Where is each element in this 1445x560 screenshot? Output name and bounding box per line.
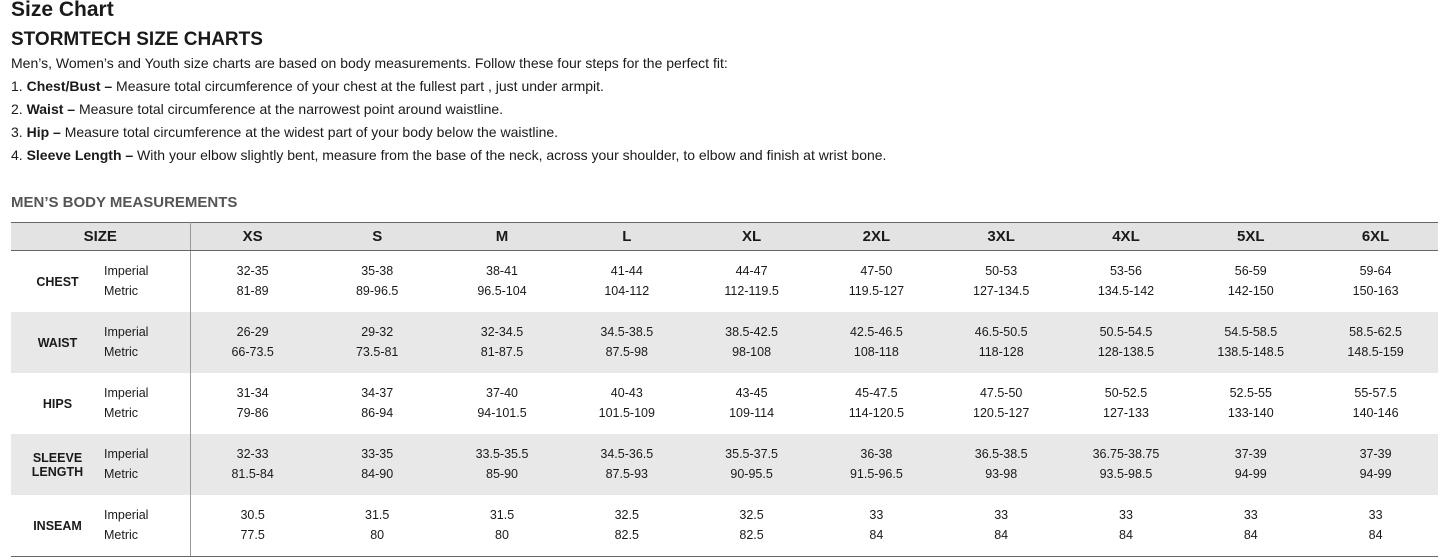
- imperial-unit-label: Imperial: [104, 447, 149, 461]
- imperial-value: 32-34.5: [480, 325, 524, 339]
- size-col-2xl: 2XL: [814, 223, 939, 251]
- measurement-cell: [1313, 312, 1438, 373]
- imperial-value: 42.5-46.5: [849, 325, 903, 339]
- measurement-row: [11, 373, 1438, 434]
- metric-value: 84: [1368, 527, 1383, 542]
- measurement-cell: [939, 434, 1064, 495]
- measurement-cell: [689, 251, 814, 313]
- measurement-cell: [190, 251, 315, 313]
- measurement-cell: [689, 495, 814, 557]
- measurement-cell: [814, 373, 939, 434]
- measurement-cell: [689, 373, 814, 434]
- imperial-value: 32.5: [739, 508, 764, 522]
- metric-value: 108-118: [853, 344, 899, 359]
- measurement-label: INSEAM: [11, 495, 104, 557]
- unit-labels: [104, 434, 190, 495]
- size-table: [11, 222, 1438, 557]
- imperial-value: 32-35: [236, 264, 269, 278]
- measurement-cell: [939, 251, 1064, 313]
- imperial-value: 26-29: [236, 325, 269, 339]
- unit-labels: [104, 251, 190, 313]
- step-term: Sleeve Length –: [26, 147, 134, 163]
- metric-value: 81-87.5: [480, 344, 524, 359]
- metric-value: 98-108: [732, 344, 772, 359]
- metric-value: 94-101.5: [477, 405, 527, 420]
- measurement-cell: [440, 495, 565, 557]
- metric-value: 66-73.5: [231, 344, 274, 359]
- measurement-cell: [190, 434, 315, 495]
- metric-value: 73.5-81: [355, 344, 399, 359]
- measurement-cell: [564, 495, 689, 557]
- metric-value: 85-90: [486, 466, 518, 481]
- metric-value: 87.5-93: [605, 466, 648, 481]
- metric-value: 127-133: [1103, 405, 1149, 420]
- metric-value: 114-120.5: [848, 405, 905, 420]
- step-description: Measure total circumference at the narrowest point around waistline.: [75, 101, 504, 117]
- measurement-cell: [1064, 312, 1189, 373]
- measurement-cell: [1188, 312, 1313, 373]
- measurement-label: CHEST: [36, 274, 79, 289]
- imperial-value: 52.5-55: [1229, 386, 1272, 400]
- measurement-cell: [564, 312, 689, 373]
- step-item: [11, 123, 886, 146]
- metric-value: 96.5-104: [477, 283, 527, 298]
- metric-unit-label: Metric: [104, 527, 139, 542]
- measurement-label: WAIST: [11, 312, 104, 373]
- size-col-xl: XL: [689, 223, 814, 251]
- metric-value: 150-163: [1352, 283, 1399, 298]
- measurement-label-line: SLEEVE: [32, 450, 83, 465]
- imperial-value: 33: [994, 508, 1009, 522]
- measurement-cell: [939, 495, 1064, 557]
- measurement-cell: [315, 434, 440, 495]
- imperial-value: 36.5-38.5: [974, 447, 1028, 461]
- imperial-value: 32-33: [236, 447, 269, 461]
- size-header: SIZE: [11, 223, 190, 251]
- measurement-cell: [1064, 434, 1189, 495]
- step-number: 4.: [11, 147, 23, 163]
- imperial-value: 43-45: [735, 386, 768, 400]
- size-col-3xl: 3XL: [939, 223, 1064, 251]
- step-number: 3.: [11, 124, 23, 140]
- metric-value: 93.5-98.5: [1099, 466, 1153, 481]
- step-description: Measure total circumference at the widest part of your body below the waistline.: [60, 124, 559, 140]
- measurement-row: [11, 312, 1438, 373]
- measurement-cell: [315, 251, 440, 313]
- imperial-value: 37-40: [486, 386, 518, 400]
- metric-value: 84: [1119, 527, 1133, 542]
- metric-value: 148.5-159: [1347, 344, 1404, 359]
- metric-value: 94-99: [1359, 466, 1392, 481]
- measurement-label-line: LENGTH: [31, 464, 84, 479]
- metric-value: 81.5-84: [231, 466, 274, 481]
- size-col-6xl: 6XL: [1313, 223, 1438, 251]
- metric-value: 134.5-142: [1097, 283, 1155, 298]
- measurement-cell: [1313, 251, 1438, 313]
- imperial-value: 29-32: [361, 325, 394, 339]
- measurement-cell: [315, 495, 440, 557]
- metric-unit-label: Metric: [104, 405, 139, 420]
- metric-unit-label: Metric: [104, 283, 139, 298]
- measurement-cell: [814, 312, 939, 373]
- metric-value: 142-150: [1227, 283, 1274, 298]
- imperial-value: 30.5: [240, 508, 265, 522]
- imperial-value: 47.5-50: [979, 386, 1023, 400]
- imperial-value: 50.5-54.5: [1099, 325, 1153, 339]
- imperial-value: 59-64: [1359, 264, 1392, 278]
- size-col-m: M: [440, 223, 565, 251]
- imperial-value: 34-37: [361, 386, 394, 400]
- metric-value: 93-98: [985, 466, 1018, 481]
- metric-value: 84: [994, 527, 1009, 542]
- metric-value: 80: [495, 527, 509, 542]
- table-body: [11, 251, 1438, 557]
- unit-labels: [104, 373, 190, 434]
- metric-value: 104-112: [604, 283, 650, 298]
- imperial-value: 33.5-35.5: [475, 447, 529, 461]
- imperial-value: 41-44: [610, 264, 643, 278]
- imperial-unit-label: Imperial: [104, 325, 149, 339]
- measurement-cell: [1064, 251, 1189, 313]
- metric-value: 118-128: [978, 344, 1024, 359]
- measurement-cell: [440, 312, 565, 373]
- imperial-value: 38.5-42.5: [725, 325, 778, 339]
- measurement-cell: [440, 251, 565, 313]
- measurement-cell: [190, 373, 315, 434]
- section-title: MEN’S BODY MEASUREMENTS: [11, 194, 238, 211]
- imperial-value: 33: [1119, 508, 1133, 522]
- step-description: Measure total circumference of your chest at the fullest part , just under armpit.: [112, 78, 604, 94]
- measurement-cell: [814, 434, 939, 495]
- metric-value: 81-89: [236, 283, 269, 298]
- metric-value: 89-96.5: [355, 283, 399, 298]
- measurement-row: [11, 434, 1438, 495]
- measurement-row: [11, 495, 1438, 557]
- metric-value: 119.5-127: [848, 283, 905, 298]
- step-description: With your elbow slightly bent, measure from the base of the neck, across your shoulder, to elbow and finish at wrist bone.: [133, 147, 887, 163]
- size-col-4xl: 4XL: [1064, 223, 1189, 251]
- metric-value: 79-86: [236, 405, 269, 420]
- page-title: Size Chart: [11, 0, 114, 21]
- measurement-cell: [1313, 373, 1438, 434]
- step-term: Waist –: [26, 101, 76, 117]
- intro-text: Men’s, Women’s and Youth size charts are based on body measurements. Follow these four steps for the perfect fit:: [11, 55, 728, 71]
- measurement-row: [11, 251, 1438, 313]
- unit-labels: [104, 312, 190, 373]
- imperial-value: 44-47: [735, 264, 768, 278]
- imperial-value: 50-53: [985, 264, 1018, 278]
- imperial-value: 36-38: [860, 447, 893, 461]
- imperial-value: 34.5-36.5: [600, 447, 654, 461]
- metric-value: 128-138.5: [1097, 344, 1155, 359]
- size-col-xs: XS: [190, 223, 315, 251]
- imperial-value: 45-47.5: [855, 386, 898, 400]
- measurement-cell: [1064, 373, 1189, 434]
- metric-value: 87.5-98: [605, 344, 648, 359]
- size-header-row: [11, 223, 1438, 251]
- metric-value: 84-90: [361, 466, 394, 481]
- measurement-cell: [1188, 495, 1313, 557]
- imperial-unit-label: Imperial: [104, 264, 149, 278]
- imperial-value: 33: [869, 508, 884, 522]
- metric-value: 84: [869, 527, 884, 542]
- metric-value: 90-95.5: [730, 466, 773, 481]
- imperial-value: 40-43: [610, 386, 643, 400]
- unit-labels: [104, 495, 190, 557]
- measurement-cell: [440, 373, 565, 434]
- imperial-value: 36.75-38.75: [1092, 447, 1160, 461]
- measurement-cell: [1313, 434, 1438, 495]
- imperial-value: 56-59: [1234, 264, 1267, 278]
- imperial-value: 38-41: [486, 264, 518, 278]
- metric-value: 84: [1243, 527, 1258, 542]
- measurement-cell: [689, 312, 814, 373]
- imperial-value: 50-52.5: [1104, 386, 1148, 400]
- size-col-s: S: [315, 223, 440, 251]
- measurement-cell: [564, 251, 689, 313]
- measurement-cell: [1313, 495, 1438, 557]
- measurement-cell: [1188, 251, 1313, 313]
- imperial-value: 47-50: [860, 264, 893, 278]
- measurement-cell: [315, 312, 440, 373]
- metric-value: 133-140: [1227, 405, 1274, 420]
- imperial-value: 35-38: [361, 264, 394, 278]
- metric-value: 120.5-127: [973, 405, 1030, 420]
- metric-value: 101.5-109: [598, 405, 655, 420]
- measurement-cell: [1064, 495, 1189, 557]
- imperial-value: 54.5-58.5: [1224, 325, 1278, 339]
- imperial-value: 31-34: [236, 386, 269, 400]
- imperial-value: 37-39: [1359, 447, 1392, 461]
- measurement-cell: [315, 373, 440, 434]
- imperial-value: 33: [1243, 508, 1258, 522]
- imperial-value: 35.5-37.5: [725, 447, 778, 461]
- metric-value: 127-134.5: [973, 283, 1030, 298]
- imperial-unit-label: Imperial: [104, 386, 149, 400]
- imperial-value: 34.5-38.5: [600, 325, 654, 339]
- measurement-cell: [1188, 434, 1313, 495]
- metric-value: 91.5-96.5: [849, 466, 903, 481]
- metric-value: 82.5: [614, 527, 639, 542]
- step-term: Hip –: [26, 124, 61, 140]
- measurement-cell: [1188, 373, 1313, 434]
- measurement-cell: [689, 434, 814, 495]
- imperial-value: 37-39: [1234, 447, 1267, 461]
- imperial-value: 31.5: [365, 508, 390, 522]
- size-col-l: L: [564, 223, 689, 251]
- metric-value: 112-119.5: [724, 283, 779, 298]
- imperial-unit-label: Imperial: [104, 508, 149, 522]
- measurement-cell: [939, 312, 1064, 373]
- step-number: 2.: [11, 101, 23, 117]
- measurement-label: [11, 434, 104, 495]
- metric-value: 86-94: [361, 405, 394, 420]
- metric-value: 94-99: [1234, 466, 1267, 481]
- size-col-5xl: 5XL: [1188, 223, 1313, 251]
- measurement-steps: [11, 77, 886, 169]
- metric-value: 82.5: [739, 527, 764, 542]
- measurement-cell: [939, 373, 1064, 434]
- metric-value: 140-146: [1352, 405, 1399, 420]
- metric-value: 138.5-148.5: [1217, 344, 1285, 359]
- step-item: [11, 77, 886, 100]
- measurement-cell: [440, 434, 565, 495]
- measurement-cell: [564, 434, 689, 495]
- measurement-cell: [814, 251, 939, 313]
- measurement-cell: [190, 495, 315, 557]
- metric-value: 80: [370, 527, 385, 542]
- measurement-cell: [814, 495, 939, 557]
- imperial-value: 55-57.5: [1354, 386, 1397, 400]
- metric-value: 77.5: [240, 527, 265, 542]
- imperial-value: 53-56: [1109, 264, 1142, 278]
- metric-value: 109-114: [729, 405, 775, 420]
- step-number: 1.: [11, 78, 23, 94]
- imperial-value: 33: [1368, 508, 1383, 522]
- brand-title: STORMTECH SIZE CHARTS: [11, 29, 263, 50]
- step-item: [11, 100, 886, 123]
- imperial-value: 58.5-62.5: [1349, 325, 1402, 339]
- step-item: [11, 146, 886, 169]
- metric-unit-label: Metric: [104, 466, 139, 481]
- measurement-label: HIPS: [42, 396, 73, 411]
- measurement-cell: [190, 312, 315, 373]
- imperial-value: 33-35: [361, 447, 394, 461]
- imperial-value: 31.5: [489, 508, 515, 522]
- measurement-cell: [564, 373, 689, 434]
- step-term: Chest/Bust –: [26, 78, 113, 94]
- metric-unit-label: Metric: [104, 344, 139, 359]
- imperial-value: 32.5: [614, 508, 639, 522]
- imperial-value: 46.5-50.5: [974, 325, 1028, 339]
